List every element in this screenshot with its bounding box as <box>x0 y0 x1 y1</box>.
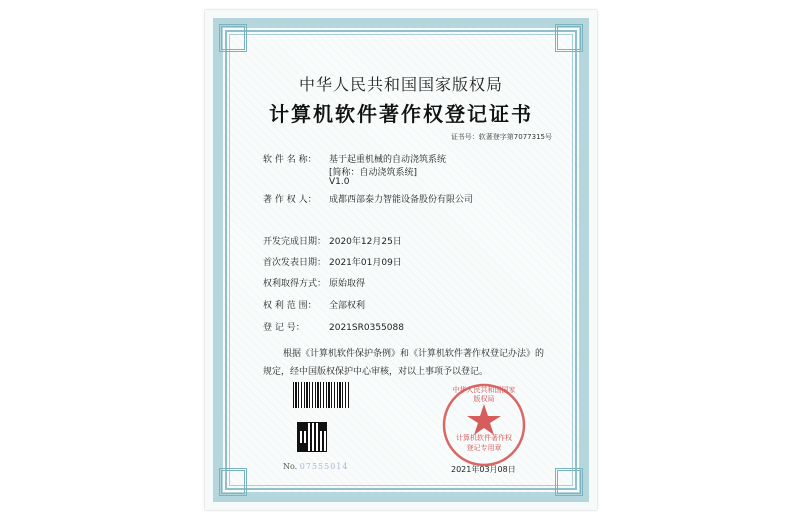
field-owner <box>263 192 473 205</box>
field-value: 2020年12月25日 <box>329 237 402 247</box>
serial-number <box>283 462 348 471</box>
barcode <box>293 382 349 408</box>
field-label: 软 件 名 称： <box>263 155 317 165</box>
field-value: 成都西部泰力智能设备股份有限公司 <box>329 195 474 205</box>
issue-date: 2021年03月08日 <box>451 465 516 474</box>
field-value: 2021年01月09日 <box>329 258 402 268</box>
corner-ornament <box>219 468 247 496</box>
serial-value: 07555014 <box>299 462 349 471</box>
seal-arc-text: 中华人民共和国国家版权局 <box>452 386 516 403</box>
field-value: 原始取得 <box>329 279 366 289</box>
field-label: 权 利 范 围： <box>263 301 317 311</box>
corner-ornament <box>555 24 583 52</box>
issuing-authority: 中华人民共和国国家版权局 <box>298 75 503 94</box>
field-dev-date <box>263 234 402 247</box>
field-value: 全部权利 <box>329 301 366 311</box>
seal-text-line-2: 登记专用章 <box>466 444 502 452</box>
certificate-number: 证书号：软著登字第7077315号 <box>450 133 552 141</box>
field-scope <box>263 298 365 311</box>
field-label: 开发完成日期： <box>263 237 327 247</box>
corner-ornament <box>555 468 583 496</box>
statement-line-2: 规定，经中国版权保护中心审核，对以上事项予以登记。 <box>263 367 489 377</box>
qr-code <box>297 422 327 452</box>
field-value: 基于起重机械的自动浇筑系统 <box>329 155 447 165</box>
field-version: V1.0 <box>329 177 350 187</box>
field-registration-number <box>263 320 404 333</box>
field-label: 权利取得方式： <box>263 279 327 289</box>
seal-text-line-1: 计算机软件著作权 <box>456 434 512 442</box>
field-label: 首次发表日期： <box>263 258 327 268</box>
field-pub-date <box>263 255 402 268</box>
field-label: 著 作 权 人： <box>263 195 317 205</box>
field-short-name: [简称：自动浇筑系统] <box>329 168 418 178</box>
corner-ornament <box>219 24 247 52</box>
field-acquire-method <box>263 276 365 289</box>
field-value: 2021SR0355088 <box>329 323 404 333</box>
field-label: 登 记 号： <box>263 323 305 333</box>
statement-line-1: 根据《计算机软件保护条例》和《计算机软件著作权登记办法》的 <box>283 349 545 359</box>
field-software-name <box>263 152 446 165</box>
serial-prefix: No. <box>283 462 298 471</box>
certificate-title: 计算机软件著作权登记证书 <box>269 102 533 126</box>
certificate-sheet <box>205 10 597 510</box>
